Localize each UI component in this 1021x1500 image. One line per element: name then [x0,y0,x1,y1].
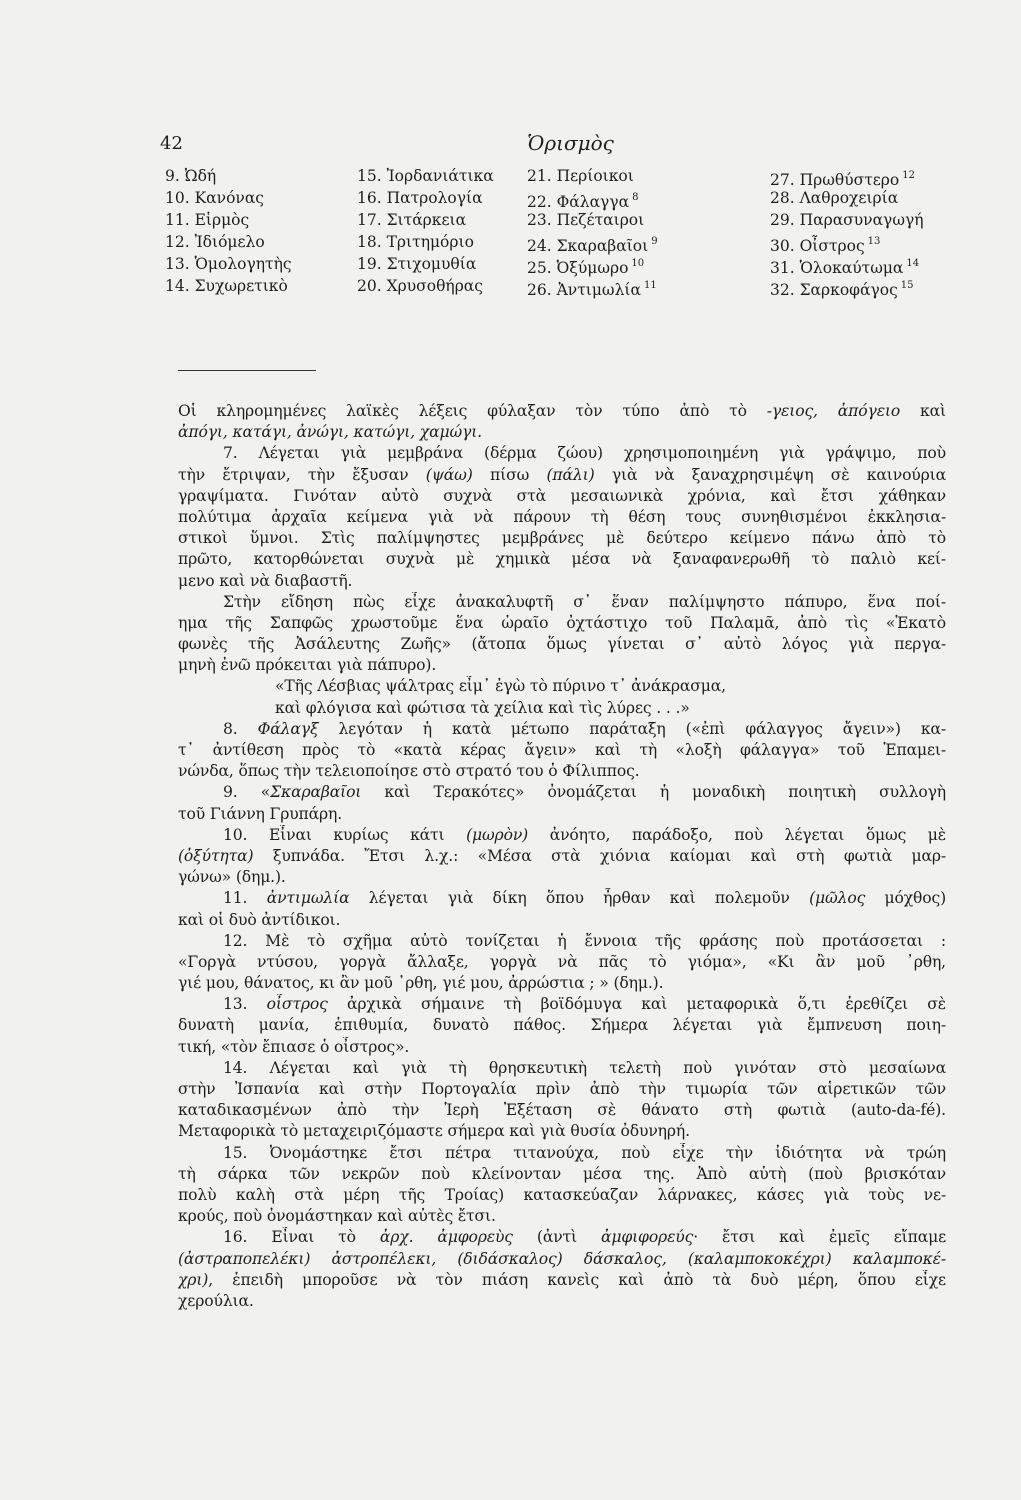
term-number: 18. [357,233,382,251]
text-segment: γιέ μου, θάνατος, κι ἂν μοῦ ᾽ρθη, γιέ μου, ἀρρώστια ; » (δημ.). [178,974,664,993]
text-segment: ημα τῆς Σαπφῶς χρωστοῦμε ἕνα ὡραῖο ὀχτάστιχο τοῦ Παλαμᾶ, ἀπὸ τὶς «Ἑκατὸ [178,613,946,632]
term-number: 14. [165,277,190,295]
italic-text: χρι) [178,1270,209,1289]
text-segment: 14. Λέγεται καὶ γιὰ τὴ θρησκευτικὴ τελετὴ ποὺ γινόταν στὸ μεσαίωνα [223,1058,946,1077]
footnotes [178,401,946,1312]
text-line [178,1100,946,1121]
term-word: Στιχομυθία [386,255,477,273]
text-line [178,1164,946,1185]
term-number: 29. [770,211,795,229]
term-word: Φάλαγγα [556,193,630,211]
footnote-ref: 15 [900,280,914,291]
term-word: Εἱρμὸς [194,211,250,229]
term-entry [770,231,924,253]
term-entry [527,275,658,297]
text-segment: καταδικασμένων ἀπὸ τὴν Ἱερὴ Ἐξέταση σὲ θάνατο στὴ φωτιὰ (auto-da-fé). [178,1101,946,1120]
term-number: 15. [357,167,382,185]
text-line [178,634,946,655]
text-line [178,401,946,422]
text-line [178,1121,946,1142]
text-line [178,698,946,719]
text-line [178,825,946,846]
term-word: Ὁλοκαύτωμα [799,259,904,277]
term-word: Σιτάρκεια [386,211,467,229]
footnote-ref: 13 [867,236,881,247]
term-entry [357,275,494,297]
term-word: Οἶστρος [799,237,865,255]
footnote-ref: 11 [643,280,657,291]
text-segment: γώνω» (δημ.). [178,868,286,887]
term-entry [770,253,924,275]
text-segment: 13. [223,995,267,1014]
italic-text: ἀρχ. ἀμφορεὺς [379,1228,513,1247]
italic-text: Φάλαγξ [257,719,319,738]
italic-text: (ἀστραποπελέκι) ἀστροπέλεκι, (διδάσκαλος) δάσκαλος, (καλαμποκοκέχρι) καλαμποκέ- [178,1249,946,1268]
term-number: 21. [527,167,552,185]
term-number: 12. [165,233,190,251]
text-segment: ἀνόητο, παράδοξο, ποὺ λέγεται ὅμως μὲ [528,825,946,844]
term-word: Παρασυναγωγή [799,211,924,229]
term-number: 24. [527,237,552,255]
text-segment: «Γοργὰ ντύσου, γοργὰ ἄλλαξε, γοργὰ νὰ πᾶς τὸ γιόμα», «Κι ἂν μοῦ ᾽ρθη, [178,952,946,971]
text-line [178,1227,946,1248]
text-line [178,1291,946,1312]
term-word: Σκαραβαῖοι [556,237,649,255]
term-column [770,165,924,297]
footnote-ref: 10 [631,258,645,269]
text-line [178,1143,946,1164]
term-column [165,165,292,297]
text-segment: πρῶτο, κατορθώνεται συχνὰ μὲ χημικὰ μέσα νὰ ξαναφανερωθῆ τὸ παλιὸ κεί- [178,550,946,569]
text-line [178,613,946,634]
text-line [178,952,946,973]
text-segment: λεγόταν ἡ κατὰ μέτωπο παράταξη («ἐπὶ φάλαγγος ἄγειν») κα- [318,719,946,738]
term-word: Χρυσοθήρας [386,277,483,295]
term-number: 31. [770,259,795,277]
text-line [178,804,946,825]
text-segment: καὶ οἱ δυὸ ἀντίδικοι. [178,910,341,929]
text-segment: στικοὶ ὕμνοι. Στὶς παλίμψηστες μεμβράνες μὲ δεύτερο κείμενο πάνω ἀπὸ τὸ [178,529,946,548]
text-segment: τοῦ Γιάννη Γρυπάρη. [178,804,343,823]
text-line [178,443,946,464]
italic-text: (ὀξύτητα) [178,846,254,865]
text-segment: τὴ σάρκα τῶν νεκρῶν ποὺ κλείνονταν μέσα της. Ἀπὸ αὐτὴ (ποὺ βρισκόταν [178,1164,946,1183]
term-entry [165,231,292,253]
text-line [178,782,946,803]
page-number: 42 [160,133,183,154]
text-segment: 8. [223,719,258,738]
text-segment: δυνατὴ μανία, ἐπιθυμία, δυνατὸ πάθος. Σήμερα λέγεται γιὰ ἔμπνευση ποιη- [178,1016,946,1035]
footnote-ref: 8 [632,192,639,203]
term-entry [165,275,292,297]
term-word: Ὁμολογητὴς [194,255,292,273]
term-number: 17. [357,211,382,229]
footnote-divider [178,370,316,371]
text-segment: Μεταφορικὰ τὸ μεταχειριζόμαστε σήμερα καὶ γιὰ θυσία ὀδυνηρή. [178,1122,690,1141]
text-line [178,507,946,528]
term-entry [527,165,658,187]
footnote-ref: 9 [651,236,658,247]
text-segment: «Τῆς Λέσβιας ψάλτρας εἶμ᾽ ἐγὼ τὸ πύρινο τ᾽ ἀνάκρασμα, [275,677,726,696]
text-line [178,740,946,761]
term-entry [357,231,494,253]
term-entry [165,253,292,275]
italic-text: (μῶλος [809,889,866,908]
text-line [178,422,946,443]
term-number: 27. [770,171,795,189]
term-word: Ἀντιμωλία [556,281,641,299]
term-entry [357,253,494,275]
term-word: Ἰορδανιάτικα [386,167,494,185]
text-segment: τὴν ἔτριψαν, τὴν ἔξυσαν [178,465,426,484]
term-word: Κανόνας [194,189,264,207]
italic-text: (πάλι) [546,465,595,484]
term-column [357,165,494,297]
term-number: 13. [165,255,190,273]
text-segment: Στὴν εἴδηση πὼς εἶχε ἀνακαλυφτῆ σ᾽ ἕναν παλίμψηστο πάπυρο, ἕνα ποί- [223,592,946,611]
italic-text: (ψάω) [425,465,473,484]
term-word: Πατρολογία [386,189,483,207]
term-number: 11. [165,211,190,229]
text-segment: πίσω [472,465,547,484]
text-segment: καὶ Τερακότες» ὀνομάζεται ἡ μοναδικὴ ποιητικὴ συλλογὴ [361,783,946,802]
term-number: 20. [357,277,382,295]
text-segment: ξυπνάδα. Ἔτσι λ.χ.: «Μέσα στὰ χιόνια καίομαι καὶ στὴ φωτιὰ μαρ- [253,846,946,865]
text-segment: στὴν Ἰσπανία καὶ στὴν Πορτογαλία πρὶν ἀπὸ τὴν τιμωρία τῶν αἱρετικῶν τῶν [178,1080,946,1098]
term-word: Πεζέταιροι [556,211,645,229]
term-word: Ἰδιόμελο [194,233,265,251]
text-line [178,1037,946,1058]
term-number: 32. [770,281,795,299]
text-segment: 10. Εἶναι κυρίως κάτι [223,825,467,844]
term-number: 10. [165,189,190,207]
text-line [178,1249,946,1270]
text-segment: κρούς, ποὺ ὀνομάστηκαν καὶ αὐτὲς ἔτσι. [178,1207,496,1226]
text-line [178,719,946,740]
text-segment: 7. Λέγεται γιὰ μεμβράνα (δέρμα ζώου) χρησιμοποιημένη γιὰ γράψιμο, ποὺ [223,444,946,463]
text-line [178,655,946,676]
term-entry [527,187,658,209]
text-segment: νώνδα, ὅπως τὴν τελειοποίησε στὸ στρατό του ὁ Φίλιππος. [178,762,640,781]
term-entry [165,209,292,231]
text-segment: μενο καὶ νὰ διαβαστῆ. [178,571,353,590]
text-line [178,931,946,952]
italic-text: οἶστρος [266,995,328,1014]
term-word: Συχωρετικὸ [194,277,288,295]
text-segment: καὶ [900,402,946,420]
text-segment: μόχθος) [865,889,946,908]
text-segment: ἀρχικὰ σήμαινε τὴ βοϊδόμυγα καὶ μεταφορικὰ ὅ,τι ἐρεθίζει σὲ [327,995,946,1014]
term-number: 23. [527,211,552,229]
italic-text: (μωρὸν) [466,825,529,844]
text-segment: , ἐπειδὴ μποροῦσε νὰ τὸν πιάση κανεὶς καὶ ἀπὸ τὰ δυὸ μέρη, ὅπου εἶχε [208,1270,946,1289]
term-entry [770,209,924,231]
text-segment: 16. Εἶναι τὸ [223,1228,380,1247]
text-segment: πολύτιμα ἀρχαῖα κείμενα γιὰ νὰ πάρουν τὴ θέση τους συνηθισμένοι ἐκκλησια- [178,507,946,526]
term-word: Σαρκοφάγος [799,281,898,299]
term-word: Πρωθύστερο [799,171,900,189]
italic-text: -γειος, ἀπόγειο [766,402,901,420]
text-line [178,1206,946,1227]
text-line [178,528,946,549]
text-segment: τ᾽ ἀντίθεση πρὸς τὸ «κατὰ κέρας ἄγειν» καὶ τὴ «λοξὴ φάλαγγα» τοῦ Ἐπαμει- [178,741,946,759]
text-line [178,592,946,613]
text-segment: · ἔτσι καὶ ἐμεῖς εἴπαμε [693,1228,946,1247]
term-entry [357,209,494,231]
term-word: Ὀξύμωρο [556,259,629,277]
term-number: 22. [527,193,552,211]
text-line [178,910,946,931]
text-line [178,1015,946,1036]
term-entry [357,187,494,209]
term-entry [770,275,924,297]
term-number: 28. [770,189,795,207]
text-segment: καὶ φλόγισα καὶ φώτισα τὰ χείλια καὶ τὶς λύρες . . .» [275,698,690,717]
text-segment: γιὰ νὰ ξαναχρησιμέψη σὲ καινούρια [594,465,946,484]
text-line [178,549,946,570]
term-word: Ὠδή [184,167,217,185]
term-entry [357,165,494,187]
text-line [178,1079,946,1100]
running-title: Ὁρισμὸς [527,131,614,155]
term-number: 16. [357,189,382,207]
text-segment: 11. [223,889,267,908]
text-line [178,1185,946,1206]
text-line [178,973,946,994]
term-column [527,165,658,297]
term-entry [770,165,924,187]
footnote-ref: 12 [902,170,915,181]
text-line [178,486,946,507]
term-number: 9. [165,167,180,185]
text-line [178,1270,946,1291]
term-number: 25. [527,259,552,277]
text-line [178,571,946,592]
term-entry [770,187,924,209]
text-segment: πολὺ καλὴ στὰ μέρη τῆς Τροίας) κατασκεύαζαν λάρνακες, κάσες γιὰ τοὺς νε- [178,1185,946,1204]
text-line [178,465,946,486]
text-segment: Οἱ κληρομημένες λαϊκὲς λέξεις φύλαξαν τὸν τύπο ἀπὸ τὸ [178,402,767,420]
text-segment: 15. Ὀνομάστηκε ἔτσι πέτρα τιτανούχα, ποὺ εἶχε τὴν ἰδιότητα νὰ τρώη [223,1143,946,1162]
text-segment: γραψίματα. Γινόταν αὐτὸ συχνὰ στὰ μεσαιωνικὰ χρόνια, καὶ ἔτσι χάθηκαν [178,486,946,505]
text-segment: (ἀντὶ [512,1228,601,1247]
term-word: Λαθροχειρία [799,189,899,207]
italic-text: ἀντιμωλία [266,889,350,908]
italic-text: ἀπόγι, κατάγι, ἀνώγι, κατώγι, χαμώγι. [178,423,482,442]
text-line [178,1058,946,1079]
term-entry [527,231,658,253]
term-word: Τριτημόριο [386,233,474,251]
term-entry [527,209,658,231]
text-segment: χερούλια. [178,1291,254,1310]
term-number: 26. [527,281,552,299]
text-line [178,994,946,1015]
footnote-ref: 14 [906,258,920,269]
italic-text: Σκαραβαῖοι [270,783,362,802]
text-segment: τική, «τὸν ἔπιασε ὁ οἶστρος». [178,1037,410,1056]
text-line [178,761,946,782]
text-segment: 12. Μὲ τὸ σχῆμα αὐτὸ τονίζεται ἡ ἔννοια τῆς φράσης ποὺ προτάσσεται : [223,931,946,950]
term-number: 19. [357,255,382,273]
term-entry [527,253,658,275]
text-line [178,867,946,888]
text-line [178,888,946,909]
term-entry [165,187,292,209]
text-segment: 9. « [223,783,271,802]
text-segment: φωνὲς τῆς Ἀσάλευτης Ζωῆς» (ἄτοπα ὅμως γίνεται σ᾽ αὐτὸ λόγος γιὰ περγα- [178,635,946,654]
term-entry [165,165,292,187]
text-line [178,846,946,867]
term-number: 30. [770,237,795,255]
term-word: Περίοικοι [556,167,634,185]
italic-text: ἀμφιφορεύς [600,1228,694,1247]
text-segment: μηνὴ ἐνῶ πρόκειται γιὰ πάπυρο). [178,656,437,675]
text-segment: λέγεται γιὰ δίκη ὅπου ἦρθαν καὶ πολεμοῦν [349,889,810,908]
text-line [178,676,946,697]
